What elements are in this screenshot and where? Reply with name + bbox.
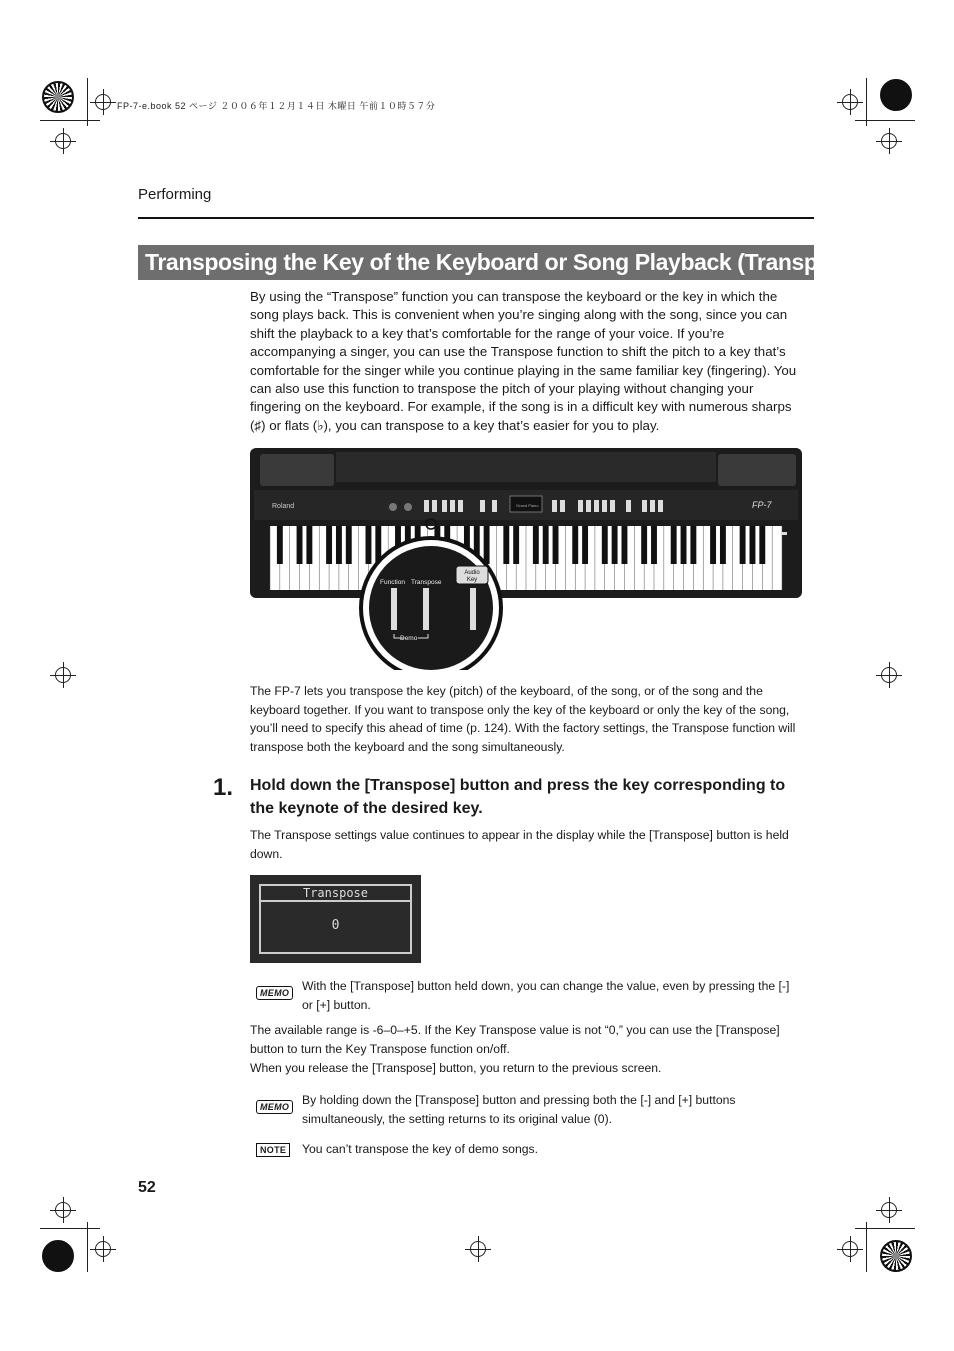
registration-target-icon — [880, 79, 912, 111]
registration-target-icon — [42, 1240, 74, 1272]
crosshair-icon — [55, 133, 71, 149]
demo-label: Demo — [400, 635, 418, 642]
memo-icon: MEMO — [256, 1100, 293, 1114]
function-label: Function — [380, 579, 405, 586]
page-title: Transposing the Key of the Keyboard or Song Playback (Transpose) — [145, 249, 864, 275]
crosshair-icon — [842, 94, 858, 110]
intro-paragraph: By using the “Transpose” function you can transpose the keyboard or the key in which the song plays back. This is convenient when you’re singing along with the song, since you can shift the playback to a key that’s comfortable for the range of your voice. If you’re accompanying a singer, you can use the Transpose function to shift the pitch to a key that’s comfortable for the singer while you continue playing in the same familiar key (fingering). You can also use this function to transpose the pitch of your playing without changing your fingering on the keyboard. For example, if the song is in a difficult key with numerous sharps (♯) or flats (♭), you can transpose to a key that’s easier for you to play. — [250, 289, 797, 433]
svg-text:Audio: Audio — [464, 570, 480, 576]
registration-target-icon — [880, 1240, 912, 1272]
svg-text:Key: Key — [466, 577, 478, 583]
paragraph-3: The available range is -6–0–+5. If the Key Transpose value is not “0,” you can use the [Transpose] button to turn the Key Transpose function on/off. — [250, 1023, 780, 1056]
section-label: Performing — [138, 186, 212, 203]
keyboard-illustration — [248, 446, 804, 670]
crosshair-icon — [55, 667, 71, 683]
lcd-value: 0 — [331, 918, 340, 933]
transpose-label: Transpose — [411, 579, 442, 586]
file-info: FP-7-e.book 52 ページ ２００６年１２月１４日 木曜日 午前１０時５７分 — [117, 101, 436, 111]
crosshair-icon — [881, 1202, 897, 1218]
display-label: Grand Piano — [516, 503, 539, 508]
crosshair-icon — [842, 1241, 858, 1257]
header-rule — [138, 217, 814, 219]
paragraph-4: When you release the [Transpose] button, you return to the previous screen. — [250, 1061, 662, 1075]
crosshair-icon — [55, 1202, 71, 1218]
note-icon: NOTE — [256, 1143, 290, 1157]
title-bar — [138, 245, 864, 280]
crosshair-icon — [95, 1241, 111, 1257]
memo-text-2: By holding down the [Transpose] button and pressing both the [-] and [+] buttons simultaneously, the setting returns to its original value (0). — [302, 1093, 736, 1126]
registration-target-icon — [42, 81, 74, 113]
step-instruction: Hold down the [Transpose] button and press the key corresponding to the keynote of the desired key. — [250, 777, 786, 817]
memo-text-1: With the [Transpose] button held down, you can change the value, even by pressing the [-] or [+] button. — [302, 979, 790, 1012]
model-label: FP-7 — [752, 500, 772, 510]
crosshair-icon — [95, 94, 111, 110]
brand-label: Roland — [272, 503, 295, 510]
lcd-display — [250, 875, 421, 963]
crosshair-icon — [470, 1241, 486, 1257]
page-number: 52 — [138, 1179, 156, 1196]
memo-icon: MEMO — [256, 986, 293, 1000]
crosshair-icon — [881, 667, 897, 683]
note-text: You can’t transpose the key of demo songs. — [302, 1142, 539, 1156]
paragraph-2: The FP-7 lets you transpose the key (pitch) of the keyboard, of the song, or of the song and the keyboard together. If you want to transpose only the key of the keyboard or only the key of the song, you’ll need to specify this ahead of time (p. 124). With the factory settings, the Transpose function will transpose both the keyboard and the song simultaneously. — [250, 684, 796, 754]
lcd-header: Transpose — [261, 886, 410, 902]
crosshair-icon — [881, 133, 897, 149]
step-description: The Transpose settings value continues to appear in the display while the [Transpose] button is held down. — [250, 828, 789, 861]
step-number: 1. — [213, 774, 234, 801]
